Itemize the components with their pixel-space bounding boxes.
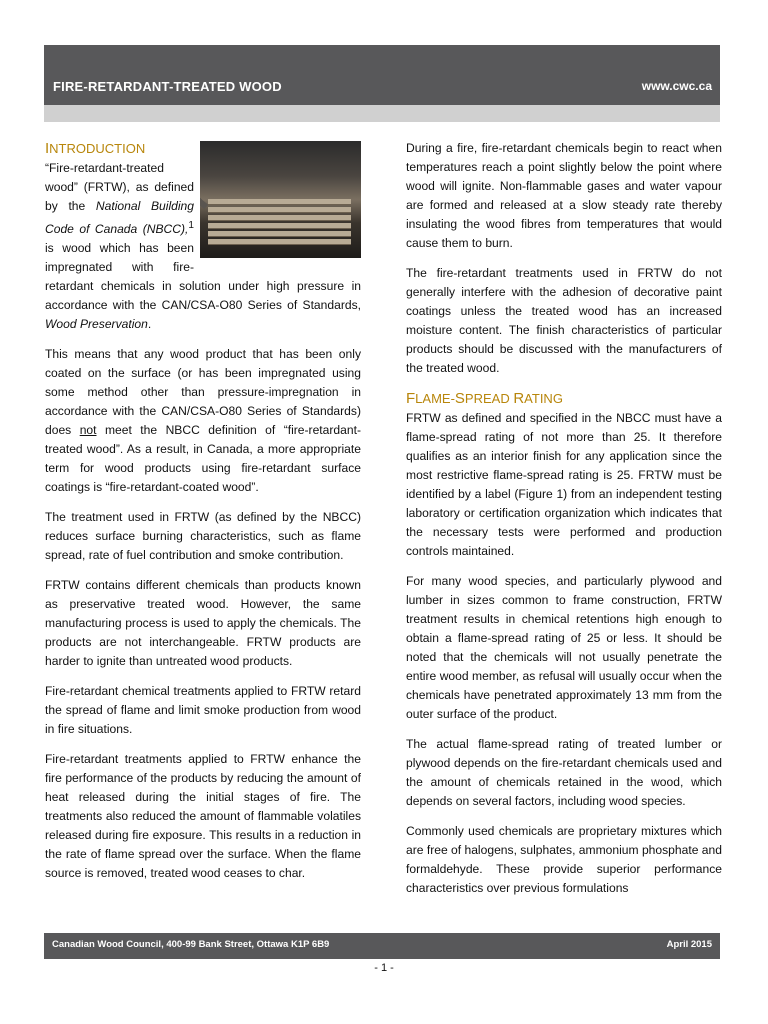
intro-paragraph-3: The treatment used in FRTW (as defined by the NBCC) reduces surface burning characteristics, such as flame spread, rate of fuel contribution and smoke contribution. [45, 510, 361, 563]
intro-paragraph-2: This means that any wood product that has been only coated on the surface (or has been impregnated using some method other than pressure-impregnation in accordance with the CAN/CSA-O80 Series of Standards) does not meet the NBCC definition of “fire-retardant-treated wood”. As a result, in Canada, a more appropriate term for wood products using fire-retardant surface coatings is “fire-retardant-coated wood”. [45, 347, 361, 495]
intro-paragraph-4: FRTW contains different chemicals than products known as preservative treated wood. However, the same manufacturing process is used to apply the chemicals. The products are not interchangeable. FRTW products are harder to ignite than untreated wood products. [45, 578, 361, 669]
page-number: - 1 - [374, 962, 394, 974]
intro-paragraph-5: Fire-retardant chemical treatments applied to FRTW retard the spread of flame and limit smoke production from wood in fire situations. [45, 684, 361, 737]
header-band [44, 105, 720, 122]
flame-paragraph-4: Commonly used chemicals are proprietary mixtures which are free of halogens, sulphates, ammonium phosphate and formaldehyde. These provide superior performance characteristics over previous formulations [406, 824, 722, 895]
intro-paragraph-1: “Fire-retardant-treated wood” (FRTW), as defined by the National Building Code of Canada (NBCC),$^1$ is wood which has been impregnated with fire-retardant chemicals in solution under high pressure in accordance with the CAN/CSA-O80 Series of Standards, Wood Preservation. [45, 161, 361, 332]
page-header [44, 45, 720, 105]
right-paragraph-1: During a fire, fire-retardant chemicals begin to react when temperatures reach a point slightly below the point where wood will ignite. Non-flammable gases and water vapour are formed and released at a slow steady rate thereby insulating the wood fibres from temperatures that would cause them to burn. [406, 141, 722, 250]
right-column [406, 139, 722, 909]
footer-date: April 2015 [666, 939, 712, 950]
introduction-heading: INTRODUCTION [45, 140, 146, 157]
footer-address: Canadian Wood Council, 400-99 Bank Street, Ottawa K1P 6B9 [52, 939, 330, 950]
header-url[interactable]: www.cwc.ca [641, 79, 712, 93]
left-column [45, 139, 361, 894]
flame-paragraph-3: The actual flame-spread rating of treated lumber or plywood depends on the fire-retardant chemicals used and the amount of chemicals retained in the wood, which depends on several factors, including wood species. [406, 737, 722, 808]
flame-spread-heading: FLAME-SPREAD RATING [406, 390, 563, 407]
right-paragraph-2: The fire-retardant treatments used in FRTW do not generally interfere with the adhesion of decorative paint coatings unless the treated wood has an increased moisture content. The finish characteristics of particular products should be discussed with the manufacturers of the treated wood. [406, 266, 722, 375]
page-footer [44, 933, 720, 959]
intro-paragraph-6: Fire-retardant treatments applied to FRTW enhance the fire performance of the products by reducing the amount of heat released during the initial stages of fire. The treatments also reduced the amount of flammable volatiles released during fire exposure. This results in a reduction in the rate of flame spread over the surface. When the flame source is removed, treated wood ceases to char. [45, 752, 361, 881]
flame-paragraph-2: For many wood species, and particularly plywood and lumber in sizes common to frame construction, FRTW treatment results in chemical retentions high enough to obtain a flame-spread rating of 25 or less. It should be noted that the chemicals will not usually penetrate the entire wood member, as refusal will usually occur when the chemicals have penetrated approximately 13 mm from the outer surface of the product. [406, 574, 722, 721]
lumber-photo [200, 141, 361, 258]
header-title: FIRE-RETARDANT-TREATED WOOD [53, 79, 282, 94]
flame-paragraph-1: FRTW as defined and specified in the NBCC must have a flame-spread rating of not more than 25. It therefore qualifies as an interior finish for any application since the most restrictive flame-spread rating is 25. FRTW must be identified by a label (Figure 1) from an independent testing laboratory or certification organization which indicates that the necessary tests were performed and production controls maintained. [406, 411, 722, 558]
